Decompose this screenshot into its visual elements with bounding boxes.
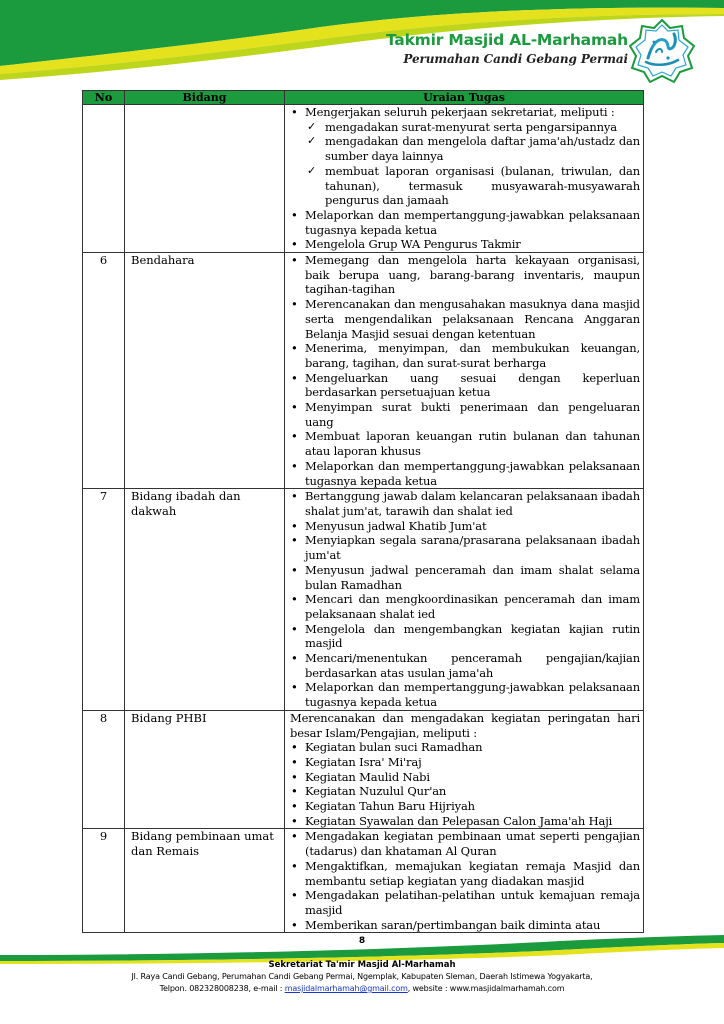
row-bidang: Bendahara <box>125 253 285 489</box>
row-uraian <box>285 710 644 829</box>
table-row <box>83 829 644 933</box>
row-bidang: Bidang ibadah dan dakwah <box>125 489 285 711</box>
task-intro: Merencanakan dan mengadakan kegiatan peringatan hari besar Islam/Pengajian, meliputi : <box>290 710 640 740</box>
task-item: • Melaporkan dan mempertanggung-jawabkan pelaksanaan tugasnya kepada ketua <box>285 680 640 709</box>
row-uraian <box>285 489 644 711</box>
task-item: • Kegiatan Tahun Baru Hijriyah <box>285 799 640 814</box>
table-row <box>83 253 644 489</box>
row-number: 6 <box>83 253 125 489</box>
row-number: 7 <box>83 489 125 711</box>
task-item: • Menyimpan surat bukti penerimaan dan pengeluaran uang <box>285 400 640 429</box>
footer-organization: Sekretariat Ta'mir Masjid Al-Marhamah <box>268 960 456 970</box>
task-item: • Melaporkan dan mempertanggung-jawabkan pelaksanaan tugasnya kepada ketua <box>285 459 640 488</box>
task-subitem: ✓ membuat laporan organisasi (bulanan, triwulan, dan tahunan), termasuk musyawarah-musyawarah pengurus dan jamaah <box>305 164 640 208</box>
task-item: • Merencanakan dan mengusahakan masuknya dana masjid serta mengendalikan pelaksanaan Rencana Anggaran Belanja Masjid sesuai dengan ketentuan <box>285 297 640 341</box>
masjid-calligraphy-logo-icon <box>628 18 696 84</box>
row-uraian <box>285 105 644 253</box>
task-item: • Kegiatan Maulid Nabi <box>285 770 640 785</box>
task-item: • Menyiapkan segala sarana/prasarana pelaksanaan ibadah jum'at <box>285 533 640 562</box>
organization-subtitle: Perumahan Candi Gebang Permai <box>403 52 628 66</box>
row-bidang <box>125 105 285 253</box>
task-item: • Mengadakan kegiatan pembinaan umat seperti pengajian (tadarus) dan khataman Al Quran <box>285 829 640 858</box>
row-bidang: Bidang pembinaan umat dan Remais <box>125 829 285 933</box>
row-number: 9 <box>83 829 125 933</box>
task-item: • Mengelola Grup WA Pengurus Takmir <box>285 237 640 252</box>
footer-contact: Telpon. 082328008238, e-mail : masjidalmarhamah@gmail.com, website : www.masjidalmarhamah.com <box>159 984 565 993</box>
task-item: • Mengelola dan mengembangkan kegiatan kajian rutin masjid <box>285 622 640 651</box>
row-number: 8 <box>83 710 125 829</box>
task-item: • Menyusun jadwal Khatib Jum'at <box>285 519 640 534</box>
row-bidang: Bidang PHBI <box>125 710 285 829</box>
task-item: • Mencari dan mengkoordinasikan penceramah dan imam pelaksanaan shalat ied <box>285 592 640 621</box>
column-header-bidang: Bidang <box>125 91 285 105</box>
task-item: • Bertanggung jawab dalam kelancaran pelaksanaan ibadah shalat jum'at, tarawih dan shalat ied <box>285 489 640 518</box>
footer-email-link[interactable]: masjidalmarhamah@gmail.com <box>284 984 408 993</box>
column-header-no: No <box>83 91 125 105</box>
task-item: • Mengadakan pelatihan-pelatihan untuk kemajuan remaja masjid <box>285 888 640 917</box>
page-number: 8 <box>358 936 366 946</box>
task-subitem: ✓ mengadakan dan mengelola daftar jama'ah/ustadz dan sumber daya lainnya <box>305 134 640 163</box>
task-item: • Kegiatan Syawalan dan Pelepasan Calon Jama'ah Haji <box>285 814 640 829</box>
table-row <box>83 710 644 829</box>
task-item: • Memberikan saran/pertimbangan baik diminta atau <box>285 918 640 933</box>
task-item: • Kegiatan bulan suci Ramadhan <box>285 740 640 755</box>
task-subitem: ✓ mengadakan surat-menyurat serta pengarsipannya <box>305 120 640 135</box>
task-item: • Menerima, menyimpan, dan membukukan keuangan, barang, tagihan, dan surat-surat berharga <box>285 341 640 370</box>
footer-address: Jl. Raya Candi Gebang, Perumahan Candi Gebang Permai, Ngemplak, Kabupaten Sleman, Daerah Istimewa Yogyakarta, <box>131 972 593 981</box>
table-row <box>83 105 644 253</box>
task-item: • Kegiatan Nuzulul Qur'an <box>285 784 640 799</box>
task-item: • Mencari/menentukan penceramah pengajian/kajian berdasarkan atas usulan jama'ah <box>285 651 640 680</box>
row-uraian <box>285 253 644 489</box>
table-header-row <box>83 91 644 105</box>
task-item: • Menyusun jadwal penceramah dan imam shalat selama bulan Ramadhan <box>285 563 640 592</box>
footer-website: www.masjidalmarhamah.com <box>449 984 565 993</box>
row-uraian <box>285 829 644 933</box>
task-item: • Melaporkan dan mempertanggung-jawabkan pelaksanaan tugasnya kepada ketua <box>285 208 640 237</box>
task-item: • Mengaktifkan, memajukan kegiatan remaja Masjid dan membantu setiap kegiatan yang diadakan masjid <box>285 859 640 888</box>
task-description-table <box>82 90 644 933</box>
task-item: • Mengeluarkan uang sesuai dengan keperluan berdasarkan persetuajuan ketua <box>285 371 640 400</box>
task-item: • Membuat laporan keuangan rutin bulanan dan tahunan atau laporan khusus <box>285 429 640 458</box>
task-item: • Kegiatan Isra' Mi'raj <box>285 755 640 770</box>
task-item: • Mengerjakan seluruh pekerjaan sekretariat, meliputi : ✓ mengadakan surat-menyurat serta pengarsipannya ✓ mengadakan dan mengelola daftar jama'ah/ustadz dan sumber daya lainnya ✓ membuat laporan organisasi (bulanan, triwulan, dan tahunan), termasuk musyawarah-musyawarah pengurus dan jamaah <box>285 105 640 208</box>
task-item: • Memegang dan mengelola harta kekayaan organisasi, baik berupa uang, barang-barang inventaris, maupun tagihan-tagihan <box>285 253 640 297</box>
table-row <box>83 489 644 711</box>
organization-title: Takmir Masjid AL-Marhamah <box>385 31 628 49</box>
column-header-uraian: Uraian Tugas <box>285 91 644 105</box>
row-number <box>83 105 125 253</box>
